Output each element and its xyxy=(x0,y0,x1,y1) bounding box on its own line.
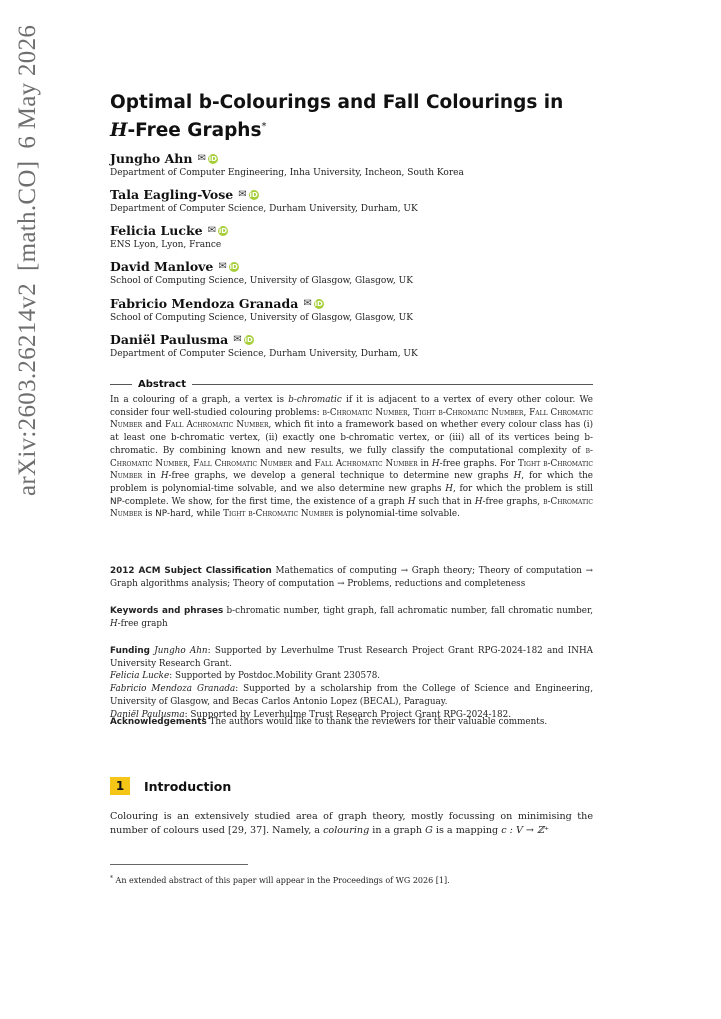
paper-title xyxy=(110,91,610,143)
funding-text: : Supported by Postdoc.Mobility Grant 230578. xyxy=(169,671,381,682)
acknowledgements-label: Acknowledgements xyxy=(110,717,207,727)
mail-icon[interactable]: ✉ xyxy=(207,225,216,236)
acknowledgements xyxy=(110,716,593,729)
arxiv-category: [math.CO] xyxy=(14,160,41,271)
abstract-heading xyxy=(110,377,593,391)
keywords-text: b-chromatic number, tight graph, fall achromatic number, fall chromatic number, xyxy=(226,606,593,616)
acm-label: 2012 ACM Subject Classification xyxy=(110,566,272,576)
arxiv-date: 6 May 2026 xyxy=(14,24,41,149)
title-h: H xyxy=(110,120,128,141)
keywords: Keywords and phrases b-chromatic number, tight graph, fall achromatic number, fall chromatic number, H-free graph xyxy=(110,606,593,629)
section-number: 1 xyxy=(110,777,130,795)
mail-icon[interactable]: ✉ xyxy=(238,189,247,200)
funding-name: Daniël Paulusma xyxy=(110,709,185,720)
abstract-rule-left xyxy=(110,384,132,385)
author-affiliation: ENS Lyon, Lyon, France xyxy=(110,240,222,250)
funding-text: : Supported by Leverhulme Trust Research Project Grant RPG-2024-182. xyxy=(184,709,512,720)
acknowledgements-text: The authors would like to thank the reviewers for their valuable comments. xyxy=(209,717,548,727)
orcid-icon[interactable]: iD xyxy=(218,227,228,235)
acm-classification xyxy=(110,565,593,590)
title-footnote-mark[interactable]: * xyxy=(261,121,267,132)
orcid-icon[interactable]: iD xyxy=(208,155,217,163)
funding-text: : Supported by Leverhulme Trust Research Project Grant RPG-2024-182 and INHA University Research Grant. xyxy=(110,646,594,669)
footnote-text: An extended abstract of this paper will appear in the Proceedings of WG 2026 [1]. xyxy=(115,876,450,885)
author-block xyxy=(110,151,650,179)
author-affiliation: Department of Computer Engineering, Inha University, Incheon, South Korea xyxy=(110,168,464,178)
funding-name: Fabricio Mendoza Granada xyxy=(110,684,236,695)
acm-text: Mathematics of computing → Graph theory; Theory of computation → Graph algorithms analysis; Theory of computation → Problems, reductions and completeness xyxy=(110,566,593,589)
mail-icon[interactable]: ✉ xyxy=(218,261,227,272)
author-name: Jungho Ahn xyxy=(110,151,193,166)
mail-icon[interactable]: ✉ xyxy=(233,334,242,345)
title-line-2 xyxy=(110,115,610,143)
funding-text: : Supported by a scholarship from the College of Science and Engineering, University of Glasgow, and Becas Carlos Antonio Lopez (BECAL), Paraguay. xyxy=(110,684,593,707)
abstract-text: In a colouring of a graph, a vertex is b-chromatic if it is adjacent to a vertex of every other colour. We consider four well-studied colouring problems: b-Chromatic Number, Tight b-Chromatic Number, Fall Chromatic Number and Fall Achromatic Number, which fit into a framework based on whether every colour class has (i) at least one b-chromatic vertex, (ii) exactly one b-chromatic vertex, or (iii) all of its vertices being b-chromatic. By combining known and new results, we fully classify the computational complexity of b-Chromatic Number, Fall Chromatic Number and Fall Achromatic Number in H-free graphs. For Tight b-Chromatic Number in H-free graphs, we develop a general technique to determine new graphs H, for which the problem is polynomial-time solvable, and we also determine new graphs H, for which the problem is still NP-complete. We show, for the first time, the existence of a graph H such that in H-free graphs, b-Chromatic Number is NP-hard, while Tight b-Chromatic Number is polynomial-time solvable. xyxy=(110,395,594,520)
author-affiliation: Department of Computer Science, Durham University, Durham, UK xyxy=(110,349,418,359)
orcid-icon[interactable]: iD xyxy=(244,336,253,344)
footnote-rule xyxy=(110,864,248,865)
author-affiliation: School of Computing Science, University of Glasgow, Glasgow, UK xyxy=(110,313,413,323)
funding-name: Jungho Ahn xyxy=(154,646,208,656)
funding-label: Funding xyxy=(110,646,150,656)
author-block xyxy=(110,332,650,360)
intro-paragraph: Colouring is an extensively studied area of graph theory, mostly focussing on minimising the number of colours used [29, 37]. Namely, a colouring in a graph G is a mapping c : V → ℤ⁺ xyxy=(110,811,593,836)
author-name: Tala Eagling-Vose xyxy=(110,187,234,202)
author-name: Felicia Lucke xyxy=(110,223,203,238)
author-name: David Manlove xyxy=(110,259,214,274)
footnote-mark: * xyxy=(110,875,113,882)
mail-icon[interactable]: ✉ xyxy=(197,153,206,164)
funding xyxy=(110,645,593,721)
arxiv-id-text: arXiv:2603.26214v2 xyxy=(14,282,41,496)
mail-icon[interactable]: ✉ xyxy=(303,298,312,309)
abstract-label: Abstract xyxy=(138,378,187,390)
author-block xyxy=(110,296,650,324)
title-rest: -Free Graphs xyxy=(127,120,262,141)
section-title: Introduction xyxy=(144,778,232,794)
abstract-rule-right xyxy=(192,384,593,385)
title-line-1: Optimal b-Colourings and Fall Colourings in xyxy=(110,92,564,113)
orcid-icon[interactable]: iD xyxy=(229,263,238,271)
author-name: Fabricio Mendoza Granada xyxy=(110,296,299,311)
author-affiliation: Department of Computer Science, Durham University, Durham, UK xyxy=(110,204,418,214)
funding-name: Felicia Lucke xyxy=(110,671,170,682)
author-block xyxy=(110,223,650,251)
author-block xyxy=(110,259,650,287)
keywords-label: Keywords and phrases xyxy=(110,606,224,616)
arxiv-identifier[interactable] xyxy=(14,24,42,496)
orcid-icon[interactable]: iD xyxy=(249,191,258,199)
footnote xyxy=(110,873,593,886)
author-block xyxy=(110,187,650,215)
author-name: Daniël Paulusma xyxy=(110,332,229,347)
author-affiliation: School of Computing Science, University of Glasgow, Glasgow, UK xyxy=(110,276,413,286)
section-heading xyxy=(110,777,231,795)
orcid-icon[interactable]: iD xyxy=(314,300,323,308)
